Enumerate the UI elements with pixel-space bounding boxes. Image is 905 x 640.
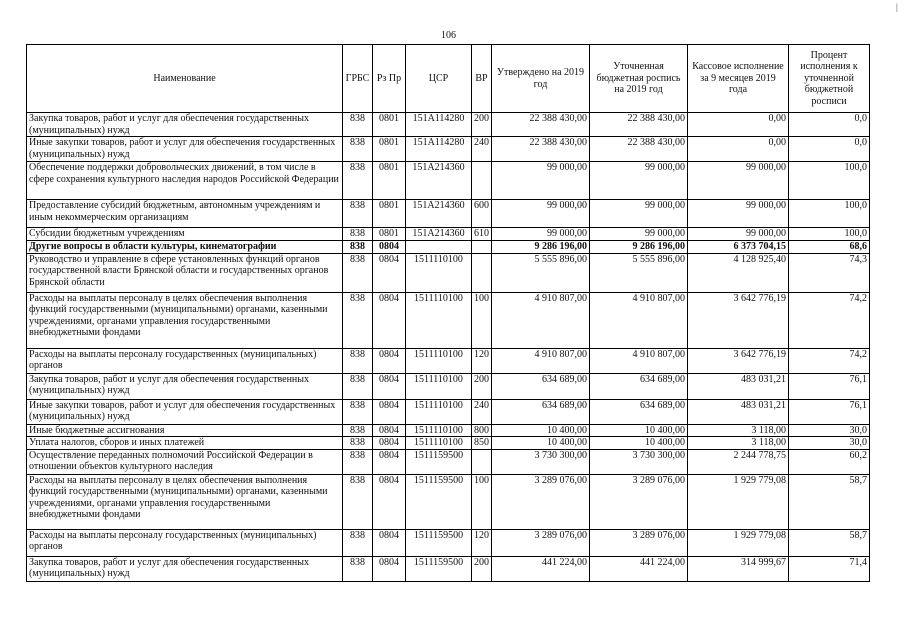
header-csr: ЦСР [406,45,472,113]
cell-csr: 1511159500 [406,529,472,556]
cell-grbs: 838 [343,399,373,424]
cell-percent: 71,4 [789,556,870,581]
cell-rz-pr: 0804 [373,241,406,254]
cell-percent: 100,0 [789,162,870,200]
cell-cash: 3 118,00 [688,437,789,450]
cell-name: Другие вопросы в области культуры, кинематографии [27,241,343,254]
cell-rz-pr: 0804 [373,348,406,373]
cell-name: Предоставление субсидий бюджетным, автономным учреждениям и иным некоммерческим организациям [27,200,343,228]
cell-csr: 1511159500 [406,556,472,581]
cell-approved: 441 224,00 [492,556,590,581]
cell-percent: 76,1 [789,399,870,424]
cell-percent: 74,2 [789,292,870,348]
cell-specified: 4 910 807,00 [590,292,688,348]
cell-cash: 4 128 925,40 [688,253,789,292]
cell-csr: 1511110100 [406,437,472,450]
cell-cash: 2 244 778,75 [688,449,789,474]
cell-rz-pr: 0804 [373,373,406,399]
cell-grbs: 838 [343,241,373,254]
table-row [27,228,870,241]
cell-rz-pr: 0804 [373,556,406,581]
table-row [27,162,870,200]
cell-name: Субсидии бюджетным учреждениям [27,228,343,241]
cell-grbs: 838 [343,137,373,162]
cell-approved: 3 289 076,00 [492,529,590,556]
cell-specified: 22 388 430,00 [590,113,688,137]
cell-cash: 1 929 779,08 [688,474,789,529]
cell-vr [472,241,492,254]
cell-cash: 99 000,00 [688,162,789,200]
cell-name: Расходы на выплаты персоналу в целях обеспечения выполнения функций государственными (муниципальными) органами, казенными учреждениями, органами управления государственными внебюджетными фондами [27,292,343,348]
cell-cash: 0,00 [688,113,789,137]
cell-grbs: 838 [343,348,373,373]
header-specified: Уточненная бюджетная роспись на 2019 год [590,45,688,113]
cell-name: Закупка товаров, работ и услуг для обеспечения государственных (муниципальных) нужд [27,373,343,399]
cell-cash: 483 031,21 [688,399,789,424]
cell-cash: 99 000,00 [688,200,789,228]
cell-vr: 610 [472,228,492,241]
cell-specified: 5 555 896,00 [590,253,688,292]
cell-grbs: 838 [343,556,373,581]
cell-specified: 22 388 430,00 [590,137,688,162]
table-row [27,113,870,137]
cell-name: Закупка товаров, работ и услуг для обеспечения государственных (муниципальных) нужд [27,556,343,581]
cell-specified: 10 400,00 [590,424,688,437]
cell-approved: 634 689,00 [492,399,590,424]
cell-cash: 3 118,00 [688,424,789,437]
table-row [27,200,870,228]
table-body [27,113,870,582]
cell-percent: 74,3 [789,253,870,292]
cell-csr: 151A214360 [406,162,472,200]
cell-rz-pr: 0804 [373,529,406,556]
header-cash: Кассовое исполнение за 9 месяцев 2019 года [688,45,789,113]
table-row [27,556,870,581]
cell-approved: 634 689,00 [492,373,590,399]
cell-grbs: 838 [343,529,373,556]
cell-specified: 99 000,00 [590,200,688,228]
cell-vr [472,162,492,200]
cell-rz-pr: 0804 [373,292,406,348]
cell-percent: 58,7 [789,529,870,556]
cell-grbs: 838 [343,474,373,529]
table-row [27,348,870,373]
table-row [27,373,870,399]
cell-percent: 30,0 [789,424,870,437]
table-row [27,292,870,348]
cell-vr: 120 [472,529,492,556]
cell-approved: 4 910 807,00 [492,348,590,373]
table-row [27,424,870,437]
cell-rz-pr: 0801 [373,113,406,137]
corner-mark: | [896,2,898,12]
cell-grbs: 838 [343,449,373,474]
cell-grbs: 838 [343,113,373,137]
cell-vr: 240 [472,137,492,162]
cell-cash: 314 999,67 [688,556,789,581]
table-row [27,241,870,254]
table-row [27,474,870,529]
cell-approved: 22 388 430,00 [492,137,590,162]
cell-percent: 100,0 [789,228,870,241]
cell-cash: 3 642 776,19 [688,292,789,348]
cell-csr: 1511159500 [406,449,472,474]
budget-table [26,44,870,582]
cell-csr: 1511110100 [406,373,472,399]
table-row [27,399,870,424]
cell-specified: 634 689,00 [590,373,688,399]
cell-csr: 1511110100 [406,292,472,348]
cell-name: Закупка товаров, работ и услуг для обеспечения государственных (муниципальных) нужд [27,113,343,137]
cell-csr: 151A114280 [406,137,472,162]
cell-name: Обеспечение поддержки добровольческих движений, в том числе в сфере сохранения культурного наследия народов Российской Федерации [27,162,343,200]
cell-vr: 800 [472,424,492,437]
table-row [27,137,870,162]
cell-csr: 1511110100 [406,424,472,437]
cell-specified: 441 224,00 [590,556,688,581]
cell-grbs: 838 [343,292,373,348]
cell-name: Осуществление переданных полномочий Российской Федерации в отношении объектов культурного наследия [27,449,343,474]
cell-csr: 1511159500 [406,474,472,529]
cell-vr: 850 [472,437,492,450]
cell-rz-pr: 0804 [373,449,406,474]
cell-vr: 120 [472,348,492,373]
cell-csr: 151A114280 [406,113,472,137]
cell-grbs: 838 [343,228,373,241]
cell-vr: 200 [472,373,492,399]
cell-rz-pr: 0801 [373,162,406,200]
cell-name: Расходы на выплаты персоналу государственных (муниципальных) органов [27,348,343,373]
cell-percent: 76,1 [789,373,870,399]
cell-grbs: 838 [343,373,373,399]
cell-approved: 99 000,00 [492,228,590,241]
cell-csr: 1511110100 [406,399,472,424]
cell-rz-pr: 0804 [373,424,406,437]
cell-approved: 99 000,00 [492,200,590,228]
cell-csr [406,241,472,254]
cell-vr: 600 [472,200,492,228]
cell-grbs: 838 [343,424,373,437]
cell-rz-pr: 0804 [373,437,406,450]
cell-percent: 0,0 [789,113,870,137]
cell-grbs: 838 [343,200,373,228]
cell-percent: 100,0 [789,200,870,228]
cell-name: Иные закупки товаров, работ и услуг для обеспечения государственных (муниципальных) нужд [27,137,343,162]
cell-approved: 3 730 300,00 [492,449,590,474]
cell-rz-pr: 0801 [373,228,406,241]
cell-percent: 68,6 [789,241,870,254]
cell-percent: 0,0 [789,137,870,162]
cell-rz-pr: 0804 [373,399,406,424]
cell-cash: 483 031,21 [688,373,789,399]
cell-rz-pr: 0801 [373,137,406,162]
header-approved: Утверждено на 2019 год [492,45,590,113]
cell-specified: 3 289 076,00 [590,474,688,529]
cell-cash: 0,00 [688,137,789,162]
cell-name: Руководство и управление в сфере установленных функций органов государственной власти Брянской области и государственных органов Брянской области [27,253,343,292]
cell-vr: 240 [472,399,492,424]
cell-approved: 5 555 896,00 [492,253,590,292]
cell-cash: 3 642 776,19 [688,348,789,373]
cell-specified: 3 730 300,00 [590,449,688,474]
cell-percent: 30,0 [789,437,870,450]
cell-cash: 1 929 779,08 [688,529,789,556]
cell-percent: 60,2 [789,449,870,474]
cell-approved: 10 400,00 [492,437,590,450]
table-row [27,449,870,474]
cell-rz-pr: 0804 [373,253,406,292]
cell-specified: 10 400,00 [590,437,688,450]
cell-approved: 22 388 430,00 [492,113,590,137]
table-header-row [27,45,870,113]
cell-vr: 200 [472,113,492,137]
cell-name: Иные бюджетные ассигнования [27,424,343,437]
cell-vr [472,449,492,474]
cell-vr [472,253,492,292]
cell-name: Расходы на выплаты персоналу в целях обеспечения выполнения функций государственными (муниципальными) органами, казенными учреждениями, органами управления государственными внебюджетными фондами [27,474,343,529]
header-rz-pr: Рз Пр [373,45,406,113]
cell-grbs: 838 [343,437,373,450]
cell-vr: 200 [472,556,492,581]
header-vr: ВР [472,45,492,113]
cell-csr: 1511110100 [406,348,472,373]
cell-cash: 6 373 704,15 [688,241,789,254]
cell-approved: 9 286 196,00 [492,241,590,254]
page-number: 106 [441,30,456,41]
cell-specified: 634 689,00 [590,399,688,424]
cell-name: Расходы на выплаты персоналу государственных (муниципальных) органов [27,529,343,556]
cell-specified: 4 910 807,00 [590,348,688,373]
cell-csr: 151A214360 [406,228,472,241]
cell-specified: 3 289 076,00 [590,529,688,556]
header-grbs: ГРБС [343,45,373,113]
table-row [27,253,870,292]
cell-vr: 100 [472,292,492,348]
cell-grbs: 838 [343,253,373,292]
cell-csr: 151A214360 [406,200,472,228]
cell-grbs: 838 [343,162,373,200]
cell-name: Уплата налогов, сборов и иных платежей [27,437,343,450]
cell-approved: 4 910 807,00 [492,292,590,348]
cell-approved: 99 000,00 [492,162,590,200]
cell-percent: 58,7 [789,474,870,529]
header-name: Наименование [27,45,343,113]
cell-approved: 3 289 076,00 [492,474,590,529]
header-percent: Процент исполнения к уточненной бюджетной росписи [789,45,870,113]
cell-specified: 99 000,00 [590,162,688,200]
cell-percent: 74,2 [789,348,870,373]
cell-vr: 100 [472,474,492,529]
cell-cash: 99 000,00 [688,228,789,241]
table-row [27,437,870,450]
cell-name: Иные закупки товаров, работ и услуг для обеспечения государственных (муниципальных) нужд [27,399,343,424]
cell-rz-pr: 0801 [373,200,406,228]
table-row [27,529,870,556]
cell-rz-pr: 0804 [373,474,406,529]
cell-specified: 9 286 196,00 [590,241,688,254]
cell-csr: 1511110100 [406,253,472,292]
cell-approved: 10 400,00 [492,424,590,437]
cell-specified: 99 000,00 [590,228,688,241]
